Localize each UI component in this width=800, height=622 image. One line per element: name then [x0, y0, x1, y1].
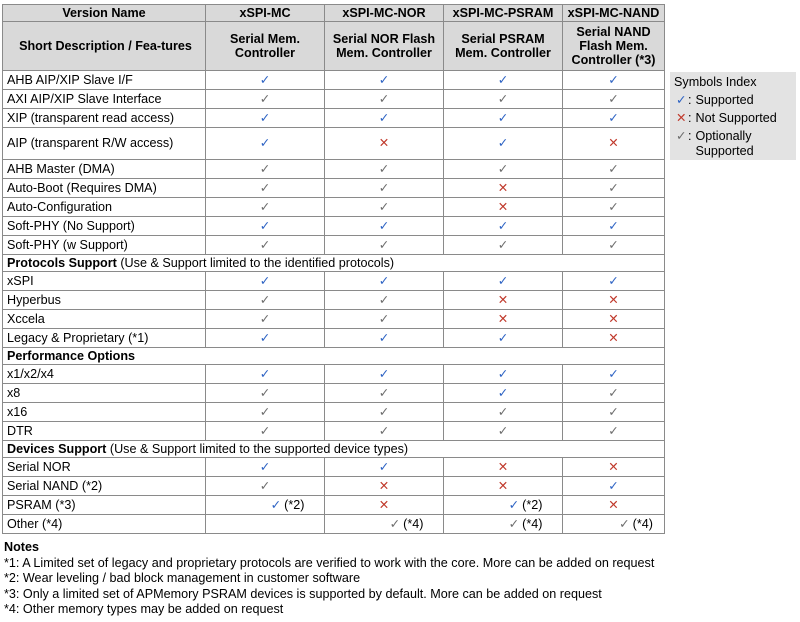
not-supported-cross-icon: ✕ — [497, 459, 509, 474]
support-cell — [444, 477, 563, 496]
table-row — [3, 179, 665, 198]
supported-check-icon: ✓ — [259, 136, 271, 150]
not-supported-cross-icon: ✕ — [497, 478, 509, 493]
optional-check-icon: ✓ — [608, 180, 619, 195]
support-cell — [206, 160, 325, 179]
supported-check-icon: ✓ — [608, 478, 619, 493]
supported-check-icon: ✓ — [497, 72, 509, 87]
feature-table — [2, 4, 665, 534]
description-header-xspi-mc-nand: Serial NAND Flash Mem. Controller (*3) — [563, 22, 665, 71]
support-cell — [563, 496, 665, 515]
support-cell — [206, 403, 325, 422]
support-cell — [444, 310, 563, 329]
optional-check-icon: ✓ — [378, 385, 390, 400]
supported-check-icon: ✓ — [259, 218, 271, 233]
support-cell — [444, 272, 563, 291]
support-cell — [444, 496, 563, 515]
supported-check-icon: ✓ — [378, 218, 390, 233]
support-cell — [206, 365, 325, 384]
not-supported-cross-icon: ✕ — [608, 497, 619, 512]
support-cell — [325, 310, 444, 329]
note-3: *3: Only a limited set of APMemory PSRAM devices is supported by default. More can be added on request — [4, 586, 602, 601]
feature-label: xSPI — [3, 272, 206, 291]
not-supported-cross-icon: ✕ — [497, 180, 509, 195]
cell-note: (*2) — [522, 497, 543, 512]
table-row — [3, 403, 665, 422]
feature-label: x8 — [3, 384, 206, 403]
support-cell — [444, 403, 563, 422]
support-cell — [206, 71, 325, 90]
version-header-xspi-mc-psram: xSPI-MC-PSRAM — [444, 5, 563, 22]
supported-check-icon: ✓ — [378, 72, 390, 87]
support-cell — [563, 365, 665, 384]
supported-check-icon: ✓ — [608, 72, 619, 87]
support-cell — [563, 90, 665, 109]
legend-not-supported-label: Not Supported — [695, 111, 777, 125]
optional-check-icon: ✓ — [676, 129, 687, 143]
support-cell — [444, 236, 563, 255]
optional-check-icon: ✓ — [497, 161, 509, 176]
short-description-header: Short Description / Fea-tures — [3, 22, 206, 71]
optional-check-icon: ✓ — [259, 404, 271, 419]
feature-label: Serial NAND (*2) — [3, 477, 206, 496]
not-supported-cross-icon: ✕ — [378, 497, 390, 512]
support-cell — [206, 198, 325, 217]
table-row — [3, 236, 665, 255]
support-cell — [206, 90, 325, 109]
support-cell — [206, 515, 325, 534]
optional-check-icon: ✓ — [497, 404, 509, 419]
support-cell — [563, 160, 665, 179]
support-cell — [563, 310, 665, 329]
cell-note: (*4) — [522, 516, 543, 531]
support-cell — [206, 128, 325, 160]
support-cell — [206, 236, 325, 255]
legend-optional-label: Optionally Supported — [695, 129, 754, 158]
feature-label: Soft-PHY (No Support) — [3, 217, 206, 236]
feature-label: PSRAM (*3) — [3, 496, 206, 515]
support-cell — [444, 90, 563, 109]
supported-check-icon: ✓ — [676, 93, 687, 107]
supported-check-icon: ✓ — [378, 110, 390, 125]
support-cell — [444, 329, 563, 348]
supported-check-icon: ✓ — [378, 366, 390, 381]
section-title: Protocols Support — [7, 255, 117, 270]
supported-check-icon: ✓ — [259, 459, 271, 474]
feature-label: AXI AIP/XIP Slave Interface — [3, 90, 206, 109]
support-cell — [444, 128, 563, 160]
support-cell — [444, 179, 563, 198]
supported-check-icon: ✓ — [608, 366, 619, 381]
table-row — [3, 272, 665, 291]
support-cell — [444, 291, 563, 310]
support-cell — [325, 198, 444, 217]
not-supported-cross-icon: ✕ — [497, 292, 509, 307]
supported-check-icon: ✓ — [608, 110, 619, 125]
supported-check-icon: ✓ — [497, 330, 509, 345]
feature-label: Auto-Configuration — [3, 198, 206, 217]
support-cell — [325, 477, 444, 496]
optional-check-icon: ✓ — [378, 404, 390, 419]
table-row — [3, 109, 665, 128]
description-header-xspi-mc-nor: Serial NOR Flash Mem. Controller — [325, 22, 444, 71]
cell-note: (*4) — [632, 516, 653, 531]
optional-check-icon: ✓ — [259, 478, 271, 493]
optional-check-icon: ✓ — [608, 91, 619, 106]
section-title: Performance Options — [7, 348, 136, 363]
supported-check-icon: ✓ — [259, 366, 271, 381]
table-row — [3, 291, 665, 310]
optional-check-icon: ✓ — [378, 180, 390, 195]
support-cell — [563, 384, 665, 403]
optional-check-icon: ✓ — [608, 199, 619, 214]
supported-check-icon: ✓ — [497, 136, 509, 150]
table-row — [3, 422, 665, 441]
feature-label: Legacy & Proprietary (*1) — [3, 329, 206, 348]
support-cell — [563, 329, 665, 348]
feature-label: Hyperbus — [3, 291, 206, 310]
description-header-xspi-mc-psram: Serial PSRAM Mem. Controller — [444, 22, 563, 71]
feature-label: XIP (transparent read access) — [3, 109, 206, 128]
not-supported-cross-icon: ✕ — [608, 311, 619, 326]
support-cell — [325, 384, 444, 403]
supported-check-icon: ✓ — [259, 330, 271, 345]
optional-check-icon: ✓ — [497, 91, 509, 106]
support-cell — [325, 329, 444, 348]
optional-check-icon: ✓ — [608, 161, 619, 176]
optional-check-icon: ✓ — [508, 516, 520, 531]
support-cell — [325, 496, 444, 515]
support-cell — [563, 515, 665, 534]
support-cell — [444, 422, 563, 441]
table-row — [3, 515, 665, 534]
support-cell — [206, 496, 325, 515]
optional-check-icon: ✓ — [378, 91, 390, 106]
table-row — [3, 384, 665, 403]
optional-check-icon: ✓ — [378, 311, 390, 326]
support-cell — [206, 109, 325, 128]
support-cell — [206, 291, 325, 310]
feature-label: Other (*4) — [3, 515, 206, 534]
support-cell — [444, 217, 563, 236]
support-cell — [206, 477, 325, 496]
supported-check-icon: ✓ — [608, 218, 619, 233]
supported-check-icon: ✓ — [378, 330, 390, 345]
optional-check-icon: ✓ — [619, 516, 630, 531]
feature-label: AIP (transparent R/W access) — [3, 128, 206, 160]
supported-check-icon: ✓ — [378, 273, 390, 288]
version-header-xspi-mc: xSPI-MC — [206, 5, 325, 22]
section-note: (Use & Support limited to the identified protocols) — [116, 255, 395, 270]
legend-supported-label: Supported — [695, 93, 754, 107]
section-header-row — [3, 348, 665, 365]
optional-check-icon: ✓ — [259, 91, 271, 106]
table-row — [3, 310, 665, 329]
support-cell — [444, 365, 563, 384]
optional-check-icon: ✓ — [378, 423, 390, 438]
support-cell — [563, 272, 665, 291]
support-cell — [563, 477, 665, 496]
optional-check-icon: ✓ — [259, 199, 271, 214]
support-cell — [325, 291, 444, 310]
legend-optional: ✓: Optionally Supported — [676, 129, 794, 159]
support-cell — [206, 384, 325, 403]
support-cell — [325, 179, 444, 198]
support-cell — [325, 109, 444, 128]
optional-check-icon: ✓ — [259, 385, 271, 400]
support-cell — [206, 310, 325, 329]
not-supported-cross-icon: ✕ — [608, 136, 619, 150]
cell-note: (*2) — [284, 497, 305, 512]
legend-not-supported: ✕: Not Supported — [676, 111, 777, 125]
not-supported-cross-icon: ✕ — [608, 330, 619, 345]
support-cell — [325, 272, 444, 291]
version-header-xspi-mc-nor: xSPI-MC-NOR — [325, 5, 444, 22]
description-header-xspi-mc: Serial Mem. Controller — [206, 22, 325, 71]
support-cell — [444, 71, 563, 90]
symbols-index-title: Symbols Index — [674, 75, 757, 89]
support-cell — [444, 160, 563, 179]
table-row — [3, 71, 665, 90]
support-cell — [563, 109, 665, 128]
optional-check-icon: ✓ — [608, 237, 619, 252]
feature-label: Serial NOR — [3, 458, 206, 477]
optional-check-icon: ✓ — [378, 199, 390, 214]
table-row — [3, 477, 665, 496]
supported-check-icon: ✓ — [497, 110, 509, 125]
not-supported-cross-icon: ✕ — [497, 311, 509, 326]
support-cell — [325, 365, 444, 384]
optional-check-icon: ✓ — [259, 423, 271, 438]
version-header-xspi-mc-nand: xSPI-MC-NAND — [563, 5, 665, 22]
legend-supported: ✓: Supported — [676, 93, 754, 107]
support-cell — [325, 403, 444, 422]
optional-check-icon: ✓ — [378, 161, 390, 176]
table-row — [3, 365, 665, 384]
support-cell — [206, 179, 325, 198]
support-cell — [325, 422, 444, 441]
support-cell — [563, 128, 665, 160]
cell-note: (*4) — [403, 516, 424, 531]
support-cell — [325, 90, 444, 109]
table-body — [3, 71, 665, 534]
table-row — [3, 329, 665, 348]
support-cell — [325, 515, 444, 534]
support-cell — [563, 291, 665, 310]
table-row — [3, 496, 665, 515]
supported-check-icon: ✓ — [497, 218, 509, 233]
support-cell — [206, 217, 325, 236]
feature-label: Soft-PHY (w Support) — [3, 236, 206, 255]
feature-label: DTR — [3, 422, 206, 441]
feature-label: AHB AIP/XIP Slave I/F — [3, 71, 206, 90]
section-header-row — [3, 441, 665, 458]
supported-check-icon: ✓ — [508, 497, 520, 512]
support-cell — [206, 329, 325, 348]
notes-section — [4, 540, 784, 618]
feature-label: x1/x2/x4 — [3, 365, 206, 384]
optional-check-icon: ✓ — [259, 237, 271, 252]
feature-label: AHB Master (DMA) — [3, 160, 206, 179]
support-cell — [325, 160, 444, 179]
support-cell — [325, 128, 444, 160]
notes-title: Notes — [4, 540, 39, 554]
support-cell — [444, 109, 563, 128]
support-cell — [563, 236, 665, 255]
support-cell — [206, 272, 325, 291]
version-header-row — [3, 5, 665, 22]
support-cell — [325, 71, 444, 90]
support-cell — [563, 198, 665, 217]
support-cell — [444, 198, 563, 217]
section-note: (Use & Support limited to the supported device types) — [106, 441, 409, 456]
note-2: *2: Wear leveling / bad block management in customer software — [4, 571, 361, 585]
not-supported-cross-icon: ✕ — [608, 292, 619, 307]
supported-check-icon: ✓ — [608, 273, 619, 288]
optional-check-icon: ✓ — [378, 237, 390, 252]
table-row — [3, 198, 665, 217]
table-row — [3, 90, 665, 109]
optional-check-icon: ✓ — [608, 385, 619, 400]
version-name-header: Version Name — [3, 5, 206, 22]
optional-check-icon: ✓ — [608, 423, 619, 438]
symbols-index — [670, 72, 796, 160]
description-header-row — [3, 22, 665, 71]
supported-check-icon: ✓ — [497, 385, 509, 400]
table-row — [3, 217, 665, 236]
feature-label: x16 — [3, 403, 206, 422]
section-header-row — [3, 255, 665, 272]
supported-check-icon: ✓ — [259, 110, 271, 125]
support-cell — [444, 458, 563, 477]
supported-check-icon: ✓ — [378, 459, 390, 474]
support-cell — [206, 422, 325, 441]
feature-label: Auto-Boot (Requires DMA) — [3, 179, 206, 198]
support-cell — [325, 236, 444, 255]
not-supported-cross-icon: ✕ — [378, 136, 390, 150]
support-cell — [563, 179, 665, 198]
not-supported-cross-icon: ✕ — [378, 478, 390, 493]
support-cell — [563, 71, 665, 90]
supported-check-icon: ✓ — [497, 273, 509, 288]
table-row — [3, 128, 665, 160]
optional-check-icon: ✓ — [259, 180, 271, 195]
optional-check-icon: ✓ — [259, 311, 271, 326]
not-supported-cross-icon: ✕ — [608, 459, 619, 474]
supported-check-icon: ✓ — [497, 366, 509, 381]
not-supported-cross-icon: ✕ — [497, 199, 509, 214]
support-cell — [206, 458, 325, 477]
support-cell — [325, 217, 444, 236]
support-cell — [563, 403, 665, 422]
not-supported-cross-icon: ✕ — [676, 111, 687, 125]
optional-check-icon: ✓ — [608, 404, 619, 419]
support-cell — [563, 422, 665, 441]
support-cell — [563, 217, 665, 236]
optional-check-icon: ✓ — [259, 292, 271, 307]
feature-label: Xccela — [3, 310, 206, 329]
supported-check-icon: ✓ — [259, 273, 271, 288]
optional-check-icon: ✓ — [497, 237, 509, 252]
note-4: *4: Other memory types may be added on request — [4, 602, 284, 616]
table-row — [3, 458, 665, 477]
note-1: *1: A Limited set of legacy and proprietary protocols are verified to work with the core. More can be added on request — [4, 555, 655, 570]
supported-check-icon: ✓ — [270, 497, 282, 512]
section-title: Devices Support — [7, 441, 107, 456]
support-cell — [325, 458, 444, 477]
support-cell — [444, 384, 563, 403]
supported-check-icon: ✓ — [259, 72, 271, 87]
optional-check-icon: ✓ — [389, 516, 401, 531]
optional-check-icon: ✓ — [378, 292, 390, 307]
support-cell — [563, 458, 665, 477]
support-cell — [444, 515, 563, 534]
optional-check-icon: ✓ — [497, 423, 509, 438]
optional-check-icon: ✓ — [259, 161, 271, 176]
table-row — [3, 160, 665, 179]
